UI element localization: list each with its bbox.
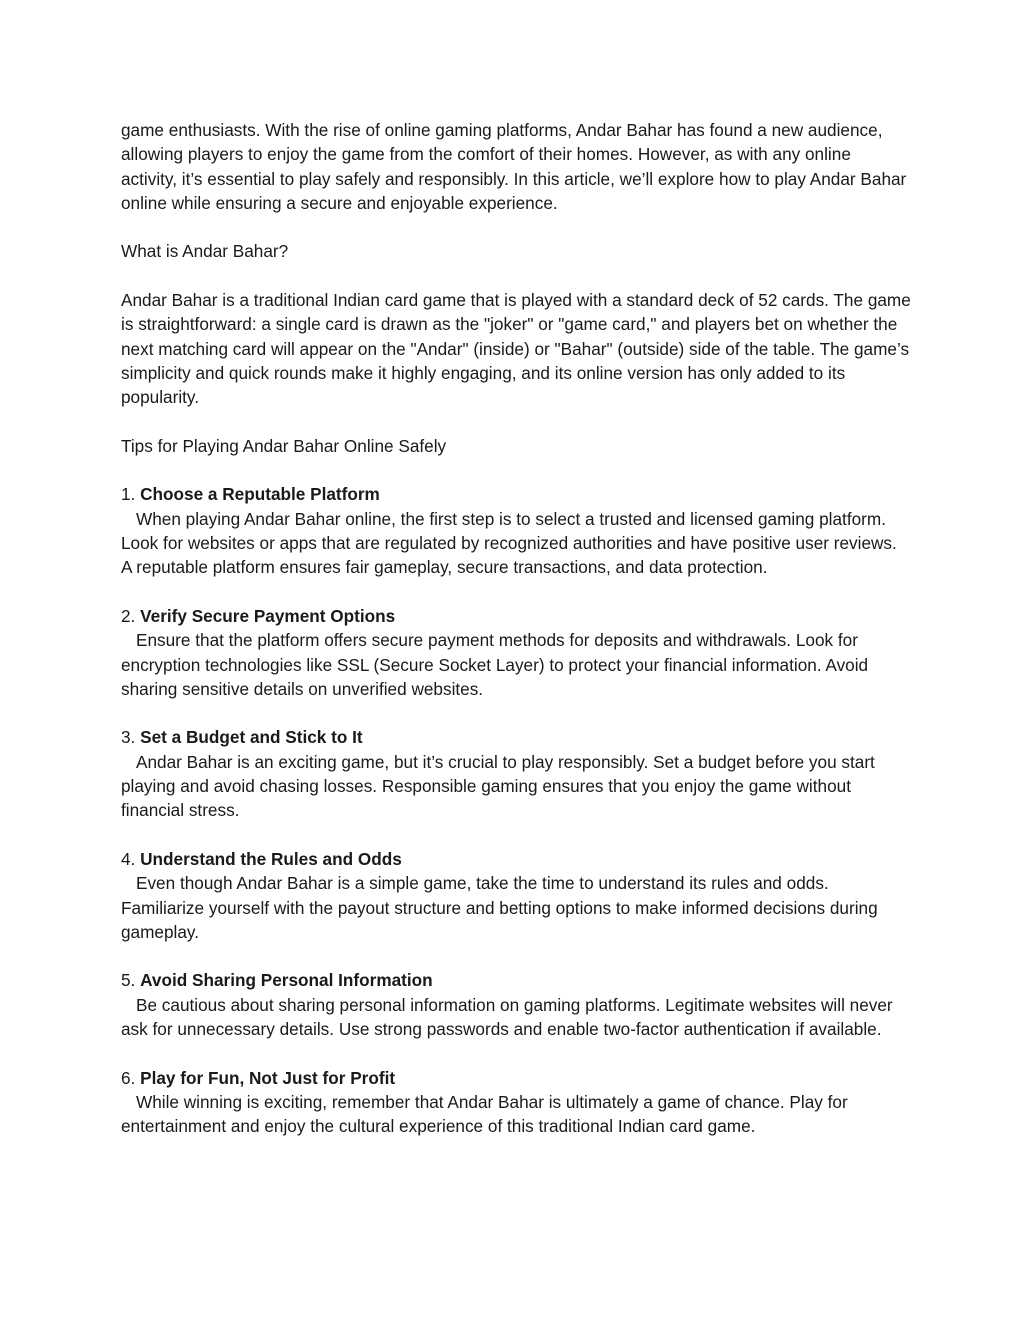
- tip-title-text: Verify Secure Payment Options: [140, 605, 396, 626]
- document-page: [121, 118, 911, 1163]
- tip-body: Even though Andar Bahar is a simple game, take the time to understand its rules and odds. Familiarize yourself with the payout structure and betting options to make informed decisions during gameplay.: [121, 873, 878, 942]
- tip-number: 1.: [121, 484, 136, 505]
- tip-body: While winning is exciting, remember that Andar Bahar is ultimately a game of chance. Play for entertainment and enjoy the cultural experience of this traditional Indian card game.: [121, 1091, 848, 1137]
- tip-title: [121, 847, 911, 871]
- tip-item: [121, 482, 911, 579]
- tip-title: [121, 1066, 911, 1090]
- tip-title-text: Set a Budget and Stick to It: [140, 727, 363, 748]
- tip-item: [121, 604, 911, 701]
- intro-paragraph: game enthusiasts. With the rise of online gaming platforms, Andar Bahar has found a new audience, allowing players to enjoy the game from the comfort of their homes. However, as with any online activity, it’s essential to play safely and responsibly. In this article, we’ll explore how to play Andar Bahar online while ensuring a secure and enjoyable experience.: [121, 120, 907, 213]
- tip-item: [121, 725, 911, 822]
- tip-item: [121, 847, 911, 944]
- tip-item: [121, 1066, 911, 1139]
- tip-title-text: Understand the Rules and Odds: [140, 848, 402, 869]
- what-is-heading: What is Andar Bahar?: [121, 241, 289, 262]
- tip-number: 5.: [121, 970, 136, 991]
- tip-title: [121, 482, 911, 506]
- tip-title: [121, 725, 911, 749]
- tips-heading: Tips for Playing Andar Bahar Online Safely: [121, 435, 447, 456]
- tip-number: 4.: [121, 848, 136, 869]
- tip-title: [121, 604, 911, 628]
- tip-number: 3.: [121, 727, 136, 748]
- tip-item: [121, 968, 911, 1041]
- tip-number: 2.: [121, 605, 136, 626]
- tip-title: [121, 968, 911, 992]
- tip-body: When playing Andar Bahar online, the first step is to select a trusted and licensed gaming platform. Look for websites or apps that are regulated by recognized authorities and have positive user reviews. A reputable platform ensures fair gameplay, secure transactions, and data protection.: [121, 508, 897, 578]
- what-is-paragraph: Andar Bahar is a traditional Indian card game that is played with a standard deck of 52 cards. The game is straightforward: a single card is drawn as the "joker" or "game card," and players bet on whether the next matching card will appear on the "Andar" (inside) or "Bahar" (outside) side of the table. The game’s simplicity and quick rounds make it highly engaging, and its online version has only added to its popularity.: [121, 290, 911, 408]
- tip-title-text: Avoid Sharing Personal Information: [140, 970, 433, 991]
- tip-body: Ensure that the platform offers secure payment methods for deposits and withdrawals. Look for encryption technologies like SSL (Secure Socket Layer) to protect your financial information. Avoid sharing sensitive details on unverified websites.: [121, 630, 869, 699]
- tip-title-text: Choose a Reputable Platform: [140, 484, 380, 505]
- tip-title-text: Play for Fun, Not Just for Profit: [140, 1067, 396, 1088]
- tip-number: 6.: [121, 1067, 136, 1088]
- tip-body: Andar Bahar is an exciting game, but it’s crucial to play responsibly. Set a budget before you start playing and avoid chasing losses. Responsible gaming ensures that you enjoy the game without financial stress.: [121, 751, 875, 821]
- tip-body: Be cautious about sharing personal information on gaming platforms. Legitimate websites will never ask for unnecessary details. Use strong passwords and enable two-factor authentication if available.: [121, 994, 893, 1039]
